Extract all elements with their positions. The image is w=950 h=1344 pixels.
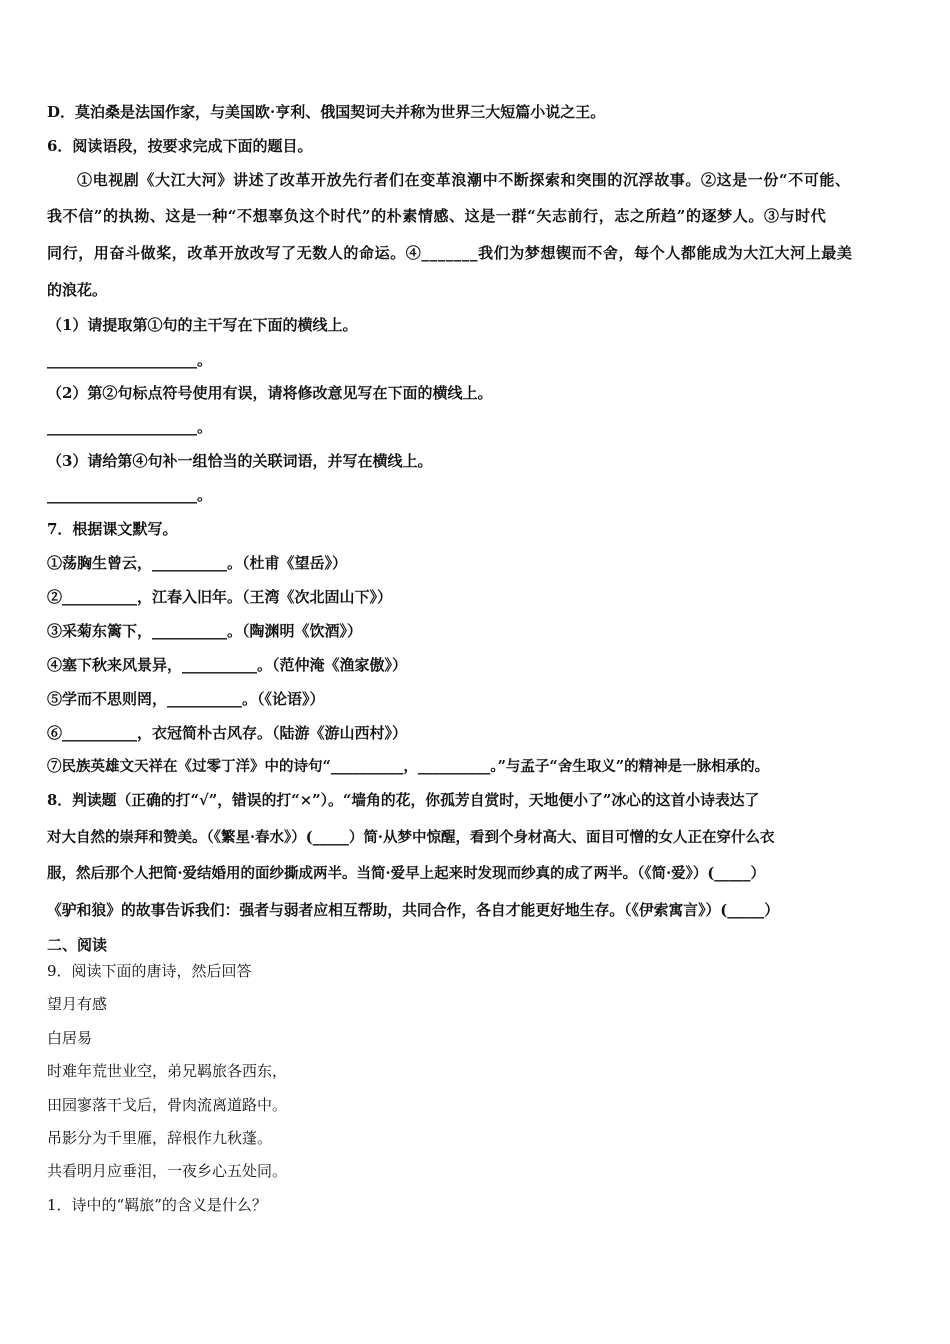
q6-sub-question-3: （3）请给第④句补一组恰当的关联词语，并写在横线上。 [47, 452, 433, 470]
q7-item-1: ①荡胸生曾云，__________。（杜甫《望岳》） [47, 554, 348, 572]
q8-line-3: 服，然后那个人把简·爱结婚用的面纱撕成两半。当简·爱早上起来时发现而纱真的成了两半。（《简·爱》）(_____） [47, 865, 766, 882]
q6-passage-line-2: 我不信”的执拗、这是一种“不想辜负这个时代”的朴素情感、这是一群“矢志前行，志之所趋”的逐梦人。③与时代 [47, 207, 827, 225]
poem-title: 望月有感 [47, 995, 108, 1013]
q6-passage-line-3: 同行，用奋斗做桨，改革开放改写了无数人的命运。④_______我们为梦想锲而不舍，每个人都能成为大江大河上最美 [47, 244, 853, 262]
q9-title: 9．阅读下面的唐诗，然后回答 [47, 962, 252, 980]
q9-sub-question-1: 1．诗中的“羁旅”的含义是什么？ [47, 1196, 267, 1214]
q8-line-2: 对大自然的崇拜和赞美。（《繁星·春水》）(_____）简·从梦中惊醒，看到个身材高大、面目可憎的女人正在穿什么衣 [47, 829, 775, 846]
q7-item-2: ②__________，江春入旧年。（王湾《次北固山下》） [47, 588, 393, 606]
q7-item-6: ⑥__________，衣冠简朴古风存。（陆游《游山西村》） [47, 724, 408, 742]
q6-sub-question-1: （1）请提取第①句的主干写在下面的横线上。 [47, 316, 358, 334]
section-heading-reading: 二、阅读 [47, 936, 108, 954]
q6-sub-question-2: （2）第②句标点符号使用有误，请将修改意见写在下面的横线上。 [47, 384, 493, 402]
q7-item-3: ③采菊东篱下，__________。（陶渊明《饮酒》） [47, 622, 363, 640]
poem-author: 白居易 [47, 1029, 93, 1047]
poem-line-3: 吊影分为千里雁，辞根作九秋蓬。 [47, 1129, 273, 1147]
q6-answer-blank-3: ____________________。 [47, 486, 213, 504]
q6-title: 6．阅读语段，按要求完成下面的题目。 [47, 137, 313, 155]
q6-passage-line-4: 的浪花。 [47, 281, 108, 299]
q8-line-1: 8．判读题（正确的打“√”，错误的打“×”）。“墙角的花，你孤芳自赏时，天地便小了”冰心的这首小诗表达了 [47, 792, 760, 809]
q6-answer-blank-2: ____________________。 [47, 418, 213, 436]
poem-line-2: 田园寥落干戈后，骨肉流离道路中。 [47, 1096, 288, 1114]
q8-line-4: 《驴和狼》的故事告诉我们：强者与弱者应相互帮助，共同合作，各自才能更好地生存。（《伊索寓言》）(_____） [47, 902, 780, 919]
q5-option-d: D．莫泊桑是法国作家，与美国欧·亨利、俄国契诃夫并称为世界三大短篇小说之王。 [47, 103, 606, 121]
poem-line-1: 时难年荒世业空，弟兄羁旅各西东， [47, 1062, 288, 1080]
q7-item-5: ⑤学而不思则罔，__________。（《论语》） [47, 690, 325, 708]
q7-title: 7．根据课文默写。 [47, 520, 178, 538]
poem-line-4: 共看明月应垂泪，一夜乡心五处同。 [47, 1162, 288, 1180]
q7-item-7: ⑦民族英雄文天祥在《过零丁洋》中的诗句“__________，__________。”与孟子“舍生取义”的精神是一脉相承的。 [47, 758, 770, 775]
q7-item-4: ④塞下秋来风景异，__________。（范仲淹《渔家傲》） [47, 656, 408, 674]
q6-answer-blank-1: ____________________。 [47, 351, 213, 369]
q6-passage-line-1: ①电视剧《大江大河》讲述了改革开放先行者们在变革浪潮中不断探索和突围的沉浮故事。②这是一份“不可能、 [77, 171, 851, 189]
